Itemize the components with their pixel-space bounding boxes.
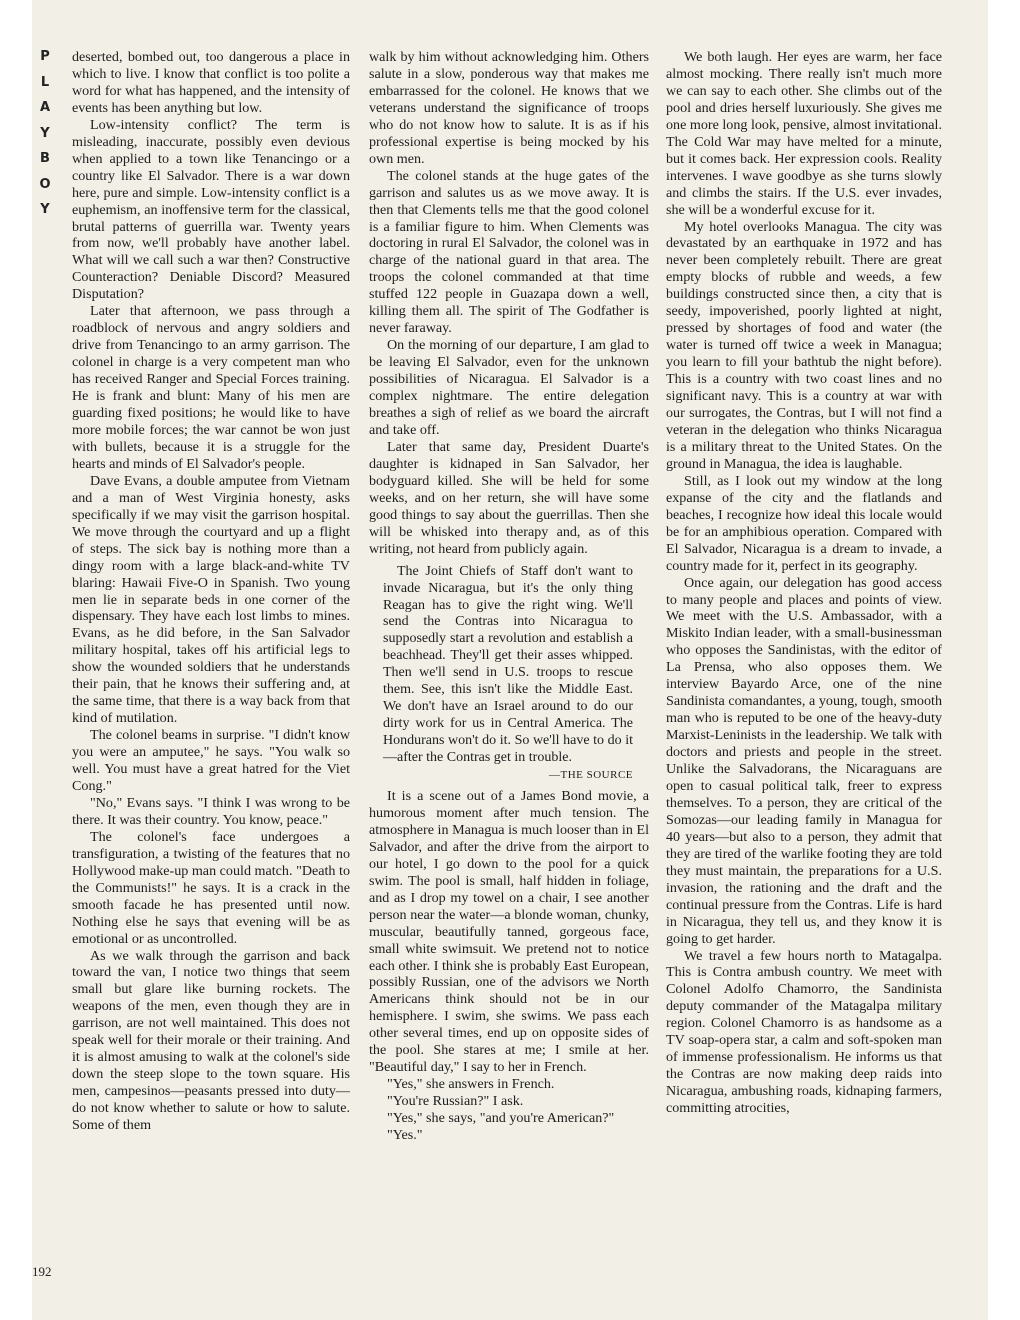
paragraph: "Yes," she answers in French.	[387, 1076, 555, 1093]
paragraph: As we walk through the garrison and back toward the van, I notice two things that seem small but glare like burning rockets. The weapons of the men, even though they are in garrison, are not well maintained. This does not speak well for their morale or their training. And it is almost amusing to walk at the colonel's side down the steep slope to the town square. His men, campesinos—peasants pressed into duty—do not know whether to salute or how to salute. Some of them	[72, 947, 350, 1134]
magazine-page	[32, 0, 988, 1320]
magazine-letter: A	[39, 100, 51, 115]
pull-quote-text: The Joint Chiefs of Staff don't want to invade Nicaragua, but it's the only thing Reagan has to give the right wing. We'll send the Contras into Nicaragua to supposedly start a revolution and establish a beachhead. They'll get their asses whipped. Then we'll send in U.S. troops to rescue them. See, this isn't like the Middle East. We don't have an Israel around to do our dirty work for us in Central America. The Hondurans won't do it. So we'll have to do it—after the Contras get in trouble.	[383, 563, 633, 766]
pull-quote	[383, 564, 633, 784]
paragraph: Low-intensity conflict? The term is misleading, inaccurate, possibly even devious when applied to a town like Tenancingo or a country like El Salvador. There is a war down here, pure and simple. Low-intensity conflict is a euphemism, an inoffensive term for the classical, brutal patterns of guerrilla war. Twenty years from now, we'll probably have another label. What will we call such a war then? Constructive Counteraction? Deniable Discord? Measured Disputation?	[72, 116, 350, 303]
magazine-letter: O	[39, 176, 51, 192]
paragraph: The colonel stands at the huge gates of the garrison and salutes us as we move away. It is then that Clements tells me that the good colonel is a familiar figure to him. When Clements was doctoring in rural El Salvador, the colonel was in charge of the national guard in that area. The troops the colonel commanded at that time stuffed 122 people in Guazapa down a well, killing them all. The spirit of The Godfather is never faraway.	[369, 167, 649, 337]
paragraph: Dave Evans, a double amputee from Vietnam and a man of West Virginia honesty, asks specifically if we may visit the garrison hospital. We move through the courtyard and up a flight of steps. The sick bay is nothing more than a dingy room with a large black-and-white TV blaring: Hawaii Five-O in Spanish. Two young men lie in separate beds in one corner of the dispensary. They have each lost limbs to mines. Evans, as he did before, in the San Salvador military hospital, takes off his artificial legs to show the wounded soldiers that he understands their pain, that he knows their suffering and, at the same time, that there is a way back from that kind of mutilation.	[72, 472, 350, 727]
page-number: 192	[32, 1264, 52, 1279]
paragraph: Later that afternoon, we pass through a roadblock of nervous and angry soldiers and drive from Tenancingo to an army garrison. The colonel in charge is a very competent man who has received Ranger and Special Forces training. He is frank and blunt: Many of his men are guarding fixed positions; he would like to have more mobile forces; the war cannot be won just with bullets, because it is a struggle for the hearts and minds of El Salvador's people.	[72, 303, 350, 472]
paragraph: "You're Russian?" I ask.	[387, 1093, 524, 1110]
paragraph: "Yes."	[387, 1127, 423, 1144]
paragraph: Once again, our delegation has good access to many people and places and points of view. We meet with the U.S. Ambassador, with a Miskito Indian leader, with a small-businessman who opposes the Sandinistas, with the editor of La Prensa, who also opposes them. We interview Bayardo Arce, one of the nine Sandinista comandantes, a young, tough, smooth man who is reputed to be one of the heavy-duty Marxist-Leninists in the leadership. We talk with doctors and priests and people in the street. Unlike the Salvadorans, the Nicaraguans are open to casual political talk, freer to express themselves. To a person, they are critical of the Somozas—our leading family in Managua for 40 years—but also to a person, they admit that they are tired of the warlike footing they are told they must maintain, the preparations for a U.S. invasion, the rationing and the draft and the continual pressure from the Contras. Life is hard in Nicaragua, they tell us, and they know it is going to get harder.	[666, 574, 942, 947]
magazine-letter: Y	[40, 125, 50, 141]
paragraph: The colonel beams in surprise. "I didn't know you were an amputee," he says. "You walk so well. You must have a great hatred for the Viet Cong."	[72, 727, 350, 794]
magazine-letter: Y	[40, 202, 50, 217]
paragraph: On the morning of our departure, I am glad to be leaving El Salvador, even for the unknown possibilities of Nicaragua. El Salvador is a complex nightmare. The entire delegation breathes a sigh of relief as we board the aircraft and take off.	[369, 337, 649, 438]
magazine-letter: P	[40, 49, 50, 64]
paragraph: The colonel's face undergoes a transfiguration, a twisting of the features that no Hollywood make-up man could match. "Death to the Communists!" he says. It is a crack in the smooth facade he has presented until now. Nothing else he says that evening will be as emotional or as uncontrolled.	[72, 828, 350, 947]
article-column-3	[666, 49, 942, 1117]
magazine-letter: L	[40, 74, 50, 90]
paragraph: "Yes," she says, "and you're American?"	[387, 1110, 615, 1127]
paragraph: It is a scene out of a James Bond movie, a humorous moment after much tension. The atmosphere in Managua is much looser than in El Salvador, and after the drive from the airport to our hotel, I go down to the pool for a quick swim. The pool is small, half hidden in foliage, and as I drop my towel on a chair, I see another person near the water—a blonde woman, chunky, muscular, beautifully tanned, gorgeous face, small white swimsuit. We pretend not to notice each other. I think she is probably East European, possibly Russian, one of the advisors we North Americans think should not be in our hemisphere. I swim, she swims. We pass each other several times, end up on opposite sides of the pool. She stares at me; I smile at her. "Beautiful day," I say to her in French.	[369, 787, 649, 1076]
paragraph: Still, as I look out my window at the long expanse of the city and the flatlands and beaches, I recognize how ideal this locale would be for an amphibious operation. Compared with El Salvador, Nicaragua is a dream to invade, a country made for it, perfect in its geography.	[666, 472, 942, 574]
paragraph: We travel a few hours north to Matagalpa. This is Contra ambush country. We meet with Colonel Adolfo Chamorro, the Sandinista deputy commander of the Matagalpa military region. Colonel Chamorro is as handsome as a TV soap-opera star, a calm and soft-spoken man of immense professionalism. He informs us that the Contras are now making deep raids into Nicaragua, ambushing roads, kidnaping farmers, committing atrocities,	[666, 947, 942, 1117]
paragraph: Later that same day, President Duarte's daughter is kidnaped in San Salvador, her bodyguard killed. She will be held for some weeks, and on her return, she will have some good things to say about the guerrillas. Then she will be whisked into therapy and, as of this writing, not heard from publicly again.	[369, 438, 649, 557]
magazine-name-vertical	[35, 44, 55, 223]
paragraph: "No," Evans says. "I think I was wrong to be there. It was their country. You know, peace."	[72, 794, 350, 828]
article-column-2	[369, 49, 649, 1144]
paragraph: We both laugh. Her eyes are warm, her face almost mocking. There really isn't much more we can say to each other. She climbs out of the pool and dries herself luxuriously. She gives me one more long look, pensive, almost invitational. The Cold War may have melted for a minute, but it comes back. Her expression cools. Reality intervenes. I wave goodbye as she turns slowly and climbs the stairs. If the U.S. ever invades, she will be a wonderful excuse for it.	[666, 49, 942, 218]
article-column-1	[72, 49, 350, 1134]
magazine-letter: B	[40, 151, 50, 166]
paragraph: walk by him without acknowledging him. Others salute in a slow, ponderous way that makes me embarrassed for the colonel. He knows that we veterans understand the significance of troops who do not know how to salute. It is as if his professional expertise is being mocked by his own men.	[369, 49, 649, 167]
paragraph: My hotel overlooks Managua. The city was devastated by an earthquake in 1972 and has never been completely rebuilt. There are great empty blocks of rubble and weeds, a few buildings constructed since then, a city that is seedy, impoverished, poorly lighted at night, pressed by shortages of food and water (the water is turned off twice a week in Managua; you learn to fill your bathtub the night before). This is a country with two coast lines and no significant navy. This is a country at war with our surrogates, the Contras, but I will not find a veteran in the delegation who thinks Nicaragua is a military threat to the United States. On the ground in Managua, the idea is laughable.	[666, 218, 942, 472]
pull-quote-source: —THE SOURCE	[548, 769, 633, 782]
paragraph: deserted, bombed out, too dangerous a place in which to live. I know that conflict is too polite a word for what has happened, and the intensity of events has been anything but low.	[72, 49, 350, 116]
